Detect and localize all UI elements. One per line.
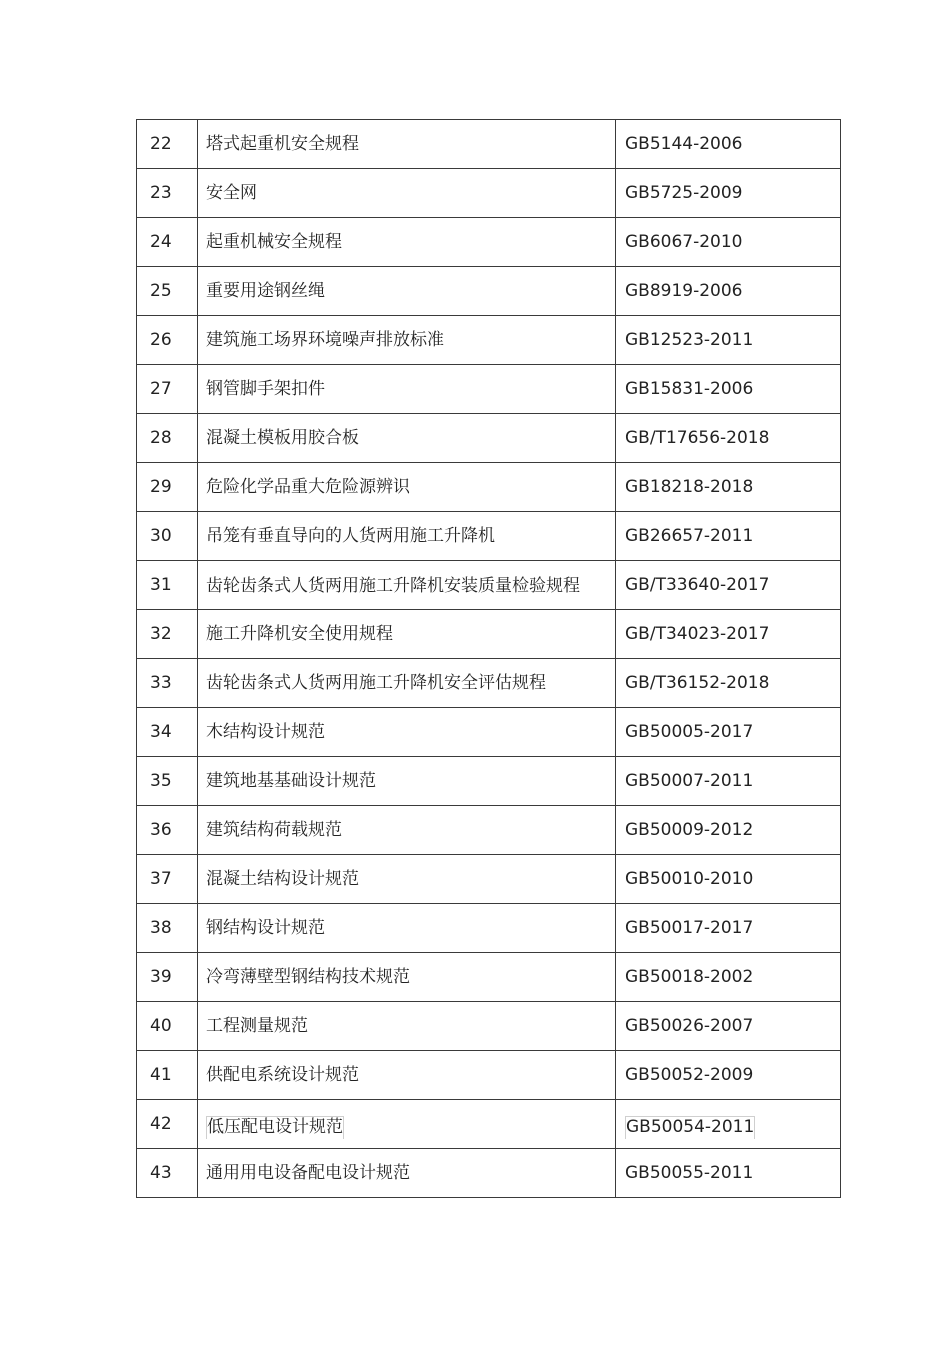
standard-code: GB50055-2011 [616, 1149, 841, 1198]
table-row [137, 1149, 841, 1198]
standard-name-cell [198, 1100, 616, 1149]
standard-name: 安全网 [198, 169, 616, 218]
standard-name: 工程测量规范 [198, 1002, 616, 1051]
standard-code: GB50052-2009 [616, 1051, 841, 1100]
standard-name: 低压配电设计规范 [207, 1116, 343, 1137]
table-row [137, 953, 841, 1002]
row-number: 35 [137, 757, 198, 806]
standard-code: GB5725-2009 [616, 169, 841, 218]
table-row [137, 1100, 841, 1149]
table-row [137, 855, 841, 904]
standard-code: GB50009-2012 [616, 806, 841, 855]
standard-name: 吊笼有垂直导向的人货两用施工升降机 [198, 512, 616, 561]
standard-code: GB8919-2006 [616, 267, 841, 316]
table-row [137, 365, 841, 414]
row-number: 25 [137, 267, 198, 316]
standard-name: 供配电系统设计规范 [198, 1051, 616, 1100]
standard-code: GB50010-2010 [616, 855, 841, 904]
table-row [137, 218, 841, 267]
table-row [137, 659, 841, 708]
row-number: 22 [137, 120, 198, 169]
row-number: 40 [137, 1002, 198, 1051]
table-row [137, 316, 841, 365]
table-row [137, 1051, 841, 1100]
standard-name: 钢结构设计规范 [198, 904, 616, 953]
row-number: 27 [137, 365, 198, 414]
standard-code: GB50026-2007 [616, 1002, 841, 1051]
row-number: 29 [137, 463, 198, 512]
row-number: 24 [137, 218, 198, 267]
standard-name: 塔式起重机安全规程 [198, 120, 616, 169]
table-row [137, 757, 841, 806]
standard-code: GB5144-2006 [616, 120, 841, 169]
row-number: 32 [137, 610, 198, 659]
standard-name: 混凝土结构设计规范 [198, 855, 616, 904]
row-number: 41 [137, 1051, 198, 1100]
standard-name: 建筑结构荷载规范 [198, 806, 616, 855]
row-number: 37 [137, 855, 198, 904]
standard-code: GB50007-2011 [616, 757, 841, 806]
standard-code-cell [616, 1100, 841, 1149]
table-row [137, 414, 841, 463]
standard-code: GB6067-2010 [616, 218, 841, 267]
standard-code: GB/T17656-2018 [616, 414, 841, 463]
standard-name: 起重机械安全规程 [198, 218, 616, 267]
row-number: 26 [137, 316, 198, 365]
standard-name: 冷弯薄壁型钢结构技术规范 [198, 953, 616, 1002]
standard-code: GB12523-2011 [616, 316, 841, 365]
row-number: 31 [137, 561, 198, 610]
standard-code: GB/T36152-2018 [616, 659, 841, 708]
standard-code: GB15831-2006 [616, 365, 841, 414]
row-number: 42 [137, 1100, 198, 1149]
row-number: 38 [137, 904, 198, 953]
table-row [137, 1002, 841, 1051]
row-number: 33 [137, 659, 198, 708]
standard-name: 钢管脚手架扣件 [198, 365, 616, 414]
table-row [137, 806, 841, 855]
row-number: 23 [137, 169, 198, 218]
standard-name: 齿轮齿条式人货两用施工升降机安全评估规程 [198, 659, 616, 708]
table-row [137, 512, 841, 561]
standard-name: 建筑施工场界环境噪声排放标准 [198, 316, 616, 365]
standard-name: 危险化学品重大危险源辨识 [198, 463, 616, 512]
standard-code: GB50005-2017 [616, 708, 841, 757]
standard-code: GB/T33640-2017 [616, 561, 841, 610]
table-row [137, 561, 841, 610]
row-number: 28 [137, 414, 198, 463]
standard-name: 重要用途钢丝绳 [198, 267, 616, 316]
row-number: 30 [137, 512, 198, 561]
standards-table [136, 119, 841, 1198]
standard-code: GB26657-2011 [616, 512, 841, 561]
table-row [137, 708, 841, 757]
standard-name: 建筑地基基础设计规范 [198, 757, 616, 806]
table-row [137, 610, 841, 659]
row-number: 39 [137, 953, 198, 1002]
standard-code: GB50017-2017 [616, 904, 841, 953]
table-row [137, 904, 841, 953]
standard-name: 混凝土模板用胶合板 [198, 414, 616, 463]
standard-code: GB50054-2011 [626, 1116, 755, 1137]
table-row [137, 120, 841, 169]
row-number: 34 [137, 708, 198, 757]
standard-name: 通用用电设备配电设计规范 [198, 1149, 616, 1198]
table-row [137, 169, 841, 218]
table-row [137, 463, 841, 512]
standard-name: 齿轮齿条式人货两用施工升降机安装质量检验规程 [198, 561, 616, 610]
standard-name: 施工升降机安全使用规程 [198, 610, 616, 659]
row-number: 43 [137, 1149, 198, 1198]
standard-code: GB18218-2018 [616, 463, 841, 512]
standard-code: GB50018-2002 [616, 953, 841, 1002]
table-row [137, 267, 841, 316]
row-number: 36 [137, 806, 198, 855]
standard-name: 木结构设计规范 [198, 708, 616, 757]
standard-code: GB/T34023-2017 [616, 610, 841, 659]
